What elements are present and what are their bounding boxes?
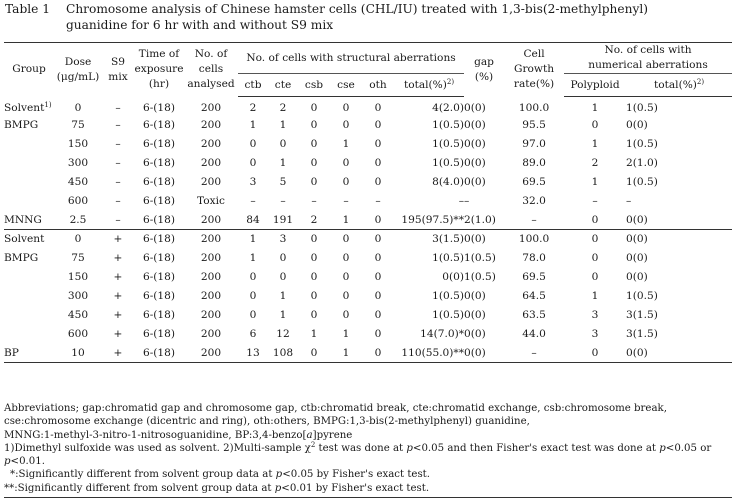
gap-cell: – (464, 195, 470, 207)
table-row (4, 192, 732, 211)
time-cell: 6-(18) (142, 213, 176, 226)
oth-cell: – (375, 195, 381, 207)
numerical-total-cell: 0(0) (626, 213, 648, 226)
cte-cell: 5 (279, 176, 287, 188)
cells-analysed-cell: 200 (200, 157, 222, 169)
abbreviations-line-2: cse:chromosome exchange (dicentric and ring), oth:others, BMPG:1,3-bis(2-methylphenyl) guanidine, (4, 416, 530, 428)
cse-cell: 0 (342, 252, 350, 264)
csb-cell: 0 (310, 157, 318, 169)
footnote-single-star: *:Significantly different from solvent group data at p<0.05 by Fisher's exact test. (10, 469, 431, 481)
cse-cell: 0 (342, 119, 350, 131)
group-cell (4, 306, 54, 325)
csb-cell: 0 (310, 119, 318, 131)
growth-rate-cell: 69.5 (522, 176, 546, 188)
growth-rate-cell: 64.5 (522, 290, 546, 302)
cte-cell: 0 (279, 252, 287, 264)
dose-cell: 300 (67, 290, 89, 302)
growth-rate-cell: 63.5 (522, 309, 546, 321)
growth-rate-cell: 100.0 (504, 230, 564, 249)
cells-analysed-cell: 200 (200, 176, 222, 188)
polyploid-cell: 0 (591, 119, 599, 131)
oth-cell: 0 (374, 271, 382, 283)
gap-cell: 1(0.5) (464, 252, 496, 264)
csb-cell: 1 (310, 328, 318, 340)
total-cell: 195(97.5)** (401, 213, 465, 226)
numerical-total-cell: 0(0) (626, 344, 732, 363)
time-cell: 6-(18) (142, 271, 176, 283)
gap-cell: 0(0) (464, 230, 504, 249)
caption-line-1: Chromosome analysis of Chinese hamster cells (CHL/IU) treated with 1,3-bis(2-methylphenyl) (66, 2, 649, 16)
s9-cell: – (115, 213, 121, 226)
gap-cell: 0(0) (464, 102, 486, 114)
total-cell: 4(2.0) (432, 102, 465, 115)
csb-cell: 0 (310, 271, 318, 283)
header-numerical-total: total(%)$^{2)}$ (626, 74, 732, 97)
oth-cell: 0 (374, 213, 382, 226)
gap-cell: 0(0) (464, 309, 486, 321)
cse-cell: 0 (330, 230, 362, 249)
csb-cell: 0 (298, 344, 330, 363)
oth-cell: 0 (362, 344, 394, 363)
ctb-cell: 3 (249, 176, 257, 188)
polyploid-cell: 0 (591, 213, 599, 226)
cse-cell: 1 (342, 328, 350, 340)
numerical-total-cell: 3(1.5) (626, 309, 658, 321)
cte-cell: 1 (279, 309, 287, 321)
rows-without-s9 (4, 97, 732, 230)
table-header (4, 43, 732, 97)
header-s9-mix: S9 mix (102, 43, 134, 97)
ctb-cell: 0 (249, 138, 257, 150)
numerical-total-cell: 0(0) (626, 252, 648, 264)
s9-cell: – (115, 102, 121, 114)
header-csb: csb (298, 74, 330, 97)
cte-cell: 3 (268, 230, 298, 249)
numerical-total-cell: 1(0.5) (626, 138, 658, 150)
cse-cell: 0 (342, 176, 350, 188)
table-row (4, 97, 732, 116)
table-caption (5, 2, 648, 33)
table-row (4, 230, 732, 249)
growth-rate-cell: – (504, 344, 564, 363)
time-cell: 6-(18) (142, 309, 176, 321)
table-row (4, 306, 732, 325)
gap-cell: 1(0.5) (464, 271, 496, 283)
s9-cell: – (115, 176, 121, 188)
s9-cell: + (113, 328, 123, 340)
total-cell: 8(4.0) (432, 176, 465, 188)
csb-cell: – (311, 195, 317, 207)
total-cell: 1(0.5) (432, 309, 465, 321)
caption-line-2: guanidine for 6 hr with and without S9 mix (66, 17, 334, 32)
numerical-total-cell: 1(0.5) (626, 176, 658, 188)
numerical-total-cell: 1(0.5) (626, 290, 658, 302)
dose-cell: 600 (67, 195, 89, 207)
oth-cell: 0 (374, 157, 382, 169)
ctb-cell: 1 (238, 230, 268, 249)
cte-cell: 0 (279, 138, 287, 150)
header-structural-aberrations: No. of cells with structural aberrations (238, 43, 464, 74)
total-cell: 1(0.5) (432, 138, 465, 150)
cse-cell: 0 (342, 102, 350, 115)
growth-rate-cell: 97.0 (522, 138, 546, 150)
group-cell (4, 173, 54, 192)
numerical-total-cell: 0(0) (626, 271, 648, 283)
growth-rate-cell: 100.0 (518, 102, 550, 114)
cse-cell: 0 (342, 157, 350, 169)
table-row (4, 344, 732, 363)
csb-cell: 0 (298, 230, 330, 249)
oth-cell: 0 (374, 102, 382, 115)
ctb-cell: 0 (249, 271, 257, 283)
ctb-cell: 1 (249, 252, 257, 264)
numerical-total-cell: 0(0) (626, 230, 732, 249)
header-gap: gap (%) (464, 43, 504, 97)
oth-cell: 0 (374, 138, 382, 150)
ctb-cell: 1 (249, 119, 257, 131)
time-cell: 6-(18) (142, 176, 176, 188)
gap-cell: 0(0) (464, 344, 504, 363)
time-cell: 6-(18) (142, 195, 176, 207)
polyploid-cell: 3 (591, 309, 599, 321)
cells-analysed-cell: 200 (200, 102, 222, 114)
cells-analysed-cell: 200 (184, 230, 238, 249)
group-cell: Solvent$^{1)}$ (4, 101, 52, 114)
cells-analysed-cell: 200 (200, 309, 222, 321)
oth-cell: 0 (374, 119, 382, 131)
numerical-total-cell: 0(0) (626, 119, 648, 131)
gap-cell: 0(0) (464, 119, 486, 131)
ctb-cell: – (250, 195, 256, 207)
cells-analysed-cell: Toxic (197, 195, 225, 207)
footnote-double-star: **:Significantly different from solvent group data at p<0.01 by Fisher's exact test. (4, 482, 430, 494)
dose-cell: 10 (54, 344, 102, 363)
gap-cell: 2(1.0) (464, 213, 496, 226)
polyploid-cell: 1 (591, 102, 599, 115)
csb-cell: 0 (310, 138, 318, 150)
dose-cell: 0 (74, 102, 82, 114)
header-cte: cte (268, 74, 298, 97)
total-cell: – (458, 195, 465, 207)
dose-cell: 75 (71, 252, 85, 264)
oth-cell: 0 (362, 230, 394, 249)
oth-cell: 0 (374, 328, 382, 340)
abbreviations-line-1: Abbreviations; gap:chromatid gap and chromosome gap, ctb:chromatid break, cte:chromatid exchange, csb:chromosome break, (4, 403, 667, 414)
dose-cell: 150 (67, 271, 89, 283)
growth-rate-cell: 32.0 (522, 195, 546, 207)
polyploid-cell: 0 (564, 230, 626, 249)
cte-cell: 191 (272, 213, 294, 226)
table-row (4, 135, 732, 154)
oth-cell: 0 (374, 252, 382, 264)
time-cell: 6-(18) (134, 344, 184, 363)
growth-rate-cell: – (531, 213, 537, 226)
cse-cell: 0 (342, 290, 350, 302)
s9-cell: + (102, 230, 134, 249)
numerical-total-cell: – (626, 195, 632, 207)
cte-cell: 1 (279, 290, 287, 302)
group-cell: BP (4, 344, 54, 363)
oth-cell: 0 (374, 309, 382, 321)
ctb-cell: 6 (249, 328, 257, 340)
polyploid-cell: 1 (591, 176, 599, 188)
total-cell: 3(1.5) (394, 230, 464, 249)
cse-cell: 0 (342, 271, 350, 283)
footnote-1-2: 1)Dimethyl sulfoxide was used as solvent. 2)Multi-sample $\chi^2$ test was done at p<0.05 and then Fisher's exact test was done at p<0.05 or (4, 440, 712, 454)
group-cell (4, 192, 54, 211)
s9-cell: – (115, 195, 121, 207)
dose-cell: 2.5 (69, 213, 87, 226)
numerical-total-cell: 3(1.5) (626, 328, 658, 340)
header-cse: cse (330, 74, 362, 97)
dose-cell: 450 (67, 176, 89, 188)
oth-cell: 0 (374, 176, 382, 188)
total-cell: 110(55.0)** (394, 344, 464, 363)
csb-cell: 0 (310, 252, 318, 264)
gap-cell: 0(0) (464, 138, 486, 150)
chromosome-table (4, 42, 732, 363)
s9-cell: + (113, 290, 123, 302)
total-cell: 1(0.5) (432, 119, 465, 131)
dose-cell: 75 (71, 119, 85, 131)
polyploid-cell: 1 (591, 290, 599, 302)
dose-cell: 450 (67, 309, 89, 321)
header-cells-analysed: No. of cells analysed (184, 43, 238, 97)
cse-cell: 1 (342, 138, 350, 150)
gap-cell: 0(0) (464, 176, 486, 188)
numerical-total-cell: 1(0.5) (626, 102, 658, 115)
group-cell: BMPG (4, 252, 39, 264)
numerical-total-cell: 2(1.0) (626, 157, 658, 169)
time-cell: 6-(18) (142, 157, 176, 169)
header-polyploid: Polyploid (564, 74, 626, 97)
group-cell: BMPG (4, 119, 39, 131)
cells-analysed-cell: 200 (200, 252, 222, 264)
header-group: Group (4, 43, 54, 97)
table-row (4, 116, 732, 135)
time-cell: 6-(18) (142, 102, 176, 114)
ctb-cell: 13 (238, 344, 268, 363)
s9-cell: – (115, 119, 121, 131)
cse-cell: 0 (342, 309, 350, 321)
table-row (4, 325, 732, 344)
csb-cell: 0 (310, 176, 318, 188)
cells-analysed-cell: 200 (200, 138, 222, 150)
growth-rate-cell: 78.0 (522, 252, 546, 264)
table-row (4, 173, 732, 192)
header-numerical-aberrations: No. of cells with numerical aberrations (564, 43, 732, 74)
header-time-of-exposure: Time of exposure (hr) (134, 43, 184, 97)
dose-cell: 0 (54, 230, 102, 249)
time-cell: 6-(18) (142, 138, 176, 150)
dose-cell: 150 (67, 138, 89, 150)
dose-cell: 600 (67, 328, 89, 340)
header-dose: Dose (μg/mL) (54, 43, 102, 97)
group-cell (4, 135, 54, 154)
table-number: Table 1 (5, 2, 50, 16)
growth-rate-cell: 44.0 (522, 328, 546, 340)
group-cell: Solvent (4, 230, 54, 249)
time-cell: 6-(18) (142, 290, 176, 302)
polyploid-cell: 1 (591, 138, 599, 150)
ctb-cell: 0 (249, 157, 257, 169)
total-cell: 1(0.5) (432, 252, 465, 264)
group-cell (4, 325, 54, 344)
cells-analysed-cell: 200 (184, 344, 238, 363)
ctb-cell: 0 (249, 290, 257, 302)
polyploid-cell: 2 (591, 157, 599, 169)
ctb-cell: 84 (246, 213, 260, 226)
polyploid-cell: 0 (591, 271, 599, 283)
growth-rate-cell: 89.0 (522, 157, 546, 169)
time-cell: 6-(18) (134, 230, 184, 249)
ctb-cell: 2 (249, 102, 257, 115)
polyploid-cell: – (592, 195, 598, 207)
ctb-cell: 0 (249, 309, 257, 321)
csb-cell: 0 (310, 290, 318, 302)
cells-analysed-cell: 200 (200, 328, 222, 340)
group-cell: MNNG (4, 213, 42, 226)
header-total: total(%)$^{2)}$ (394, 74, 464, 97)
header-ctb: ctb (238, 74, 268, 97)
cse-cell: 1 (330, 344, 362, 363)
header-cell-growth-rate: Cell Growth rate(%) (504, 43, 564, 97)
csb-cell: 2 (310, 213, 318, 226)
footnote-1-2-continued: p<0.01. (4, 456, 45, 468)
cte-cell: – (280, 195, 286, 207)
cte-cell: 12 (276, 328, 290, 340)
cells-analysed-cell: 200 (200, 213, 222, 226)
polyploid-cell: 0 (564, 344, 626, 363)
s9-cell: + (113, 252, 123, 264)
cte-cell: 108 (268, 344, 298, 363)
table-row (4, 211, 732, 230)
footnotes (4, 402, 732, 498)
dose-cell: 300 (67, 157, 89, 169)
cells-analysed-cell: 200 (200, 119, 222, 131)
time-cell: 6-(18) (142, 328, 176, 340)
total-cell: 0(0) (442, 271, 465, 283)
polyploid-cell: 0 (591, 252, 599, 264)
growth-rate-cell: 95.5 (522, 119, 546, 131)
time-cell: 6-(18) (142, 119, 176, 131)
cells-analysed-cell: 200 (200, 290, 222, 302)
abbreviations-line-3: MNNG:1-methyl-3-nitro-1-nitrosoguanidine, BP:3,4-benzo[a]pyrene (4, 429, 353, 441)
group-cell (4, 268, 54, 287)
total-cell: 1(0.5) (432, 157, 465, 169)
s9-cell: – (115, 138, 121, 150)
table-row (4, 268, 732, 287)
oth-cell: 0 (374, 290, 382, 302)
polyploid-cell: 3 (591, 328, 599, 340)
s9-cell: + (113, 309, 123, 321)
group-cell (4, 287, 54, 306)
cte-cell: 0 (279, 271, 287, 283)
cells-analysed-cell: 200 (200, 271, 222, 283)
csb-cell: 0 (310, 309, 318, 321)
cse-cell: 1 (342, 213, 350, 226)
gap-cell: 0(0) (464, 328, 486, 340)
cte-cell: 1 (279, 119, 287, 131)
time-cell: 6-(18) (142, 252, 176, 264)
cte-cell: 2 (279, 102, 287, 115)
table-row (4, 249, 732, 268)
table-row (4, 154, 732, 173)
header-oth: oth (362, 74, 394, 97)
csb-cell: 0 (310, 102, 318, 115)
s9-cell: + (102, 344, 134, 363)
group-cell (4, 154, 54, 173)
total-cell: 1(0.5) (432, 290, 465, 302)
cse-cell: – (343, 195, 349, 207)
s9-cell: – (115, 157, 121, 169)
rows-with-s9 (4, 230, 732, 363)
gap-cell: 0(0) (464, 290, 486, 302)
total-cell: 14(7.0)* (420, 328, 465, 340)
table-row (4, 287, 732, 306)
growth-rate-cell: 69.5 (522, 271, 546, 283)
s9-cell: + (113, 271, 123, 283)
gap-cell: 0(0) (464, 157, 486, 169)
cte-cell: 1 (279, 157, 287, 169)
